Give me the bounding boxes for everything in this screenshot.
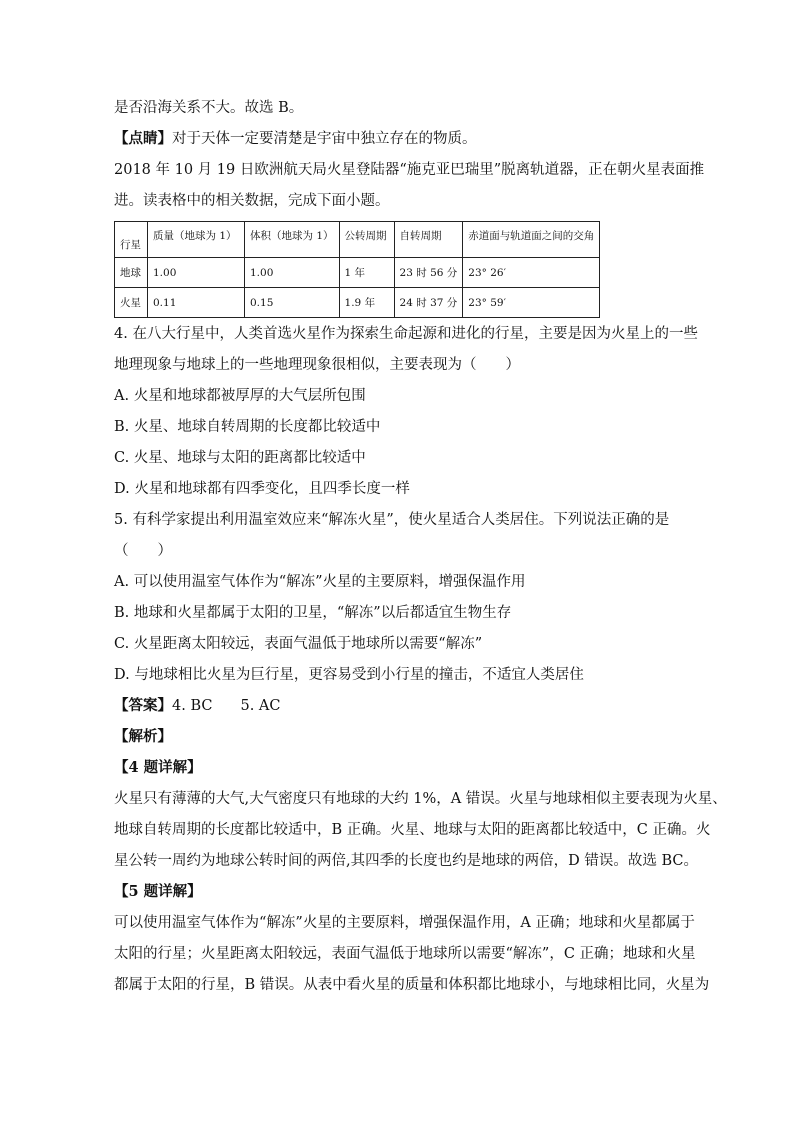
table-cell: 1.00 (148, 258, 245, 288)
table-cell: 0.15 (245, 288, 340, 318)
table-header-cell: 体积（地球为 1） (245, 222, 340, 258)
intro-line: 进。读表格中的相关数据，完成下面小题。 (114, 193, 390, 209)
detail-4-text: 星公转一周约为地球公转时间的两倍,其四季的长度也约是地球的两倍，D 错误。故选 BC。 (114, 853, 698, 869)
text-line: 是否沿海关系不大。故选 B。 (114, 100, 304, 116)
table-cell: 火星 (115, 288, 148, 318)
table-cell: 1.9 年 (339, 288, 394, 318)
intro-line: 2018 年 10 月 19 日欧洲航天局火星登陆器“施克亚巴瑞里”脱离轨道器，正在朝火星表面推 (114, 162, 705, 178)
tip-line (114, 129, 684, 149)
detail-4-text: 地球自转周期的长度都比较适中，B 正确。火星、地球与太阳的距离都比较适中，C 正确。火 (114, 822, 711, 838)
table-cell: 23° 59′ (463, 288, 600, 318)
question-4-stem: 地理现象与地球上的一些地理现象很相似，主要表现为（ ） (114, 357, 520, 373)
detail-5-text: 可以使用温室气体作为“解冻”火星的主要原料，增强保温作用，A 正确；地球和火星都属于 (114, 915, 695, 931)
table-header-cell: 赤道面与轨道面之间的交角 (463, 222, 600, 258)
question-5-stem: 5. 有科学家提出利用温室效应来“解冻火星”，使火星适合人类居住。下列说法正确的是 (114, 512, 670, 528)
question-4-option-c: C. 火星、地球与太阳的距离都比较适中 (114, 450, 366, 466)
table-cell: 1.00 (245, 258, 340, 288)
detail-4-text: 火星只有薄薄的大气,大气密度只有地球的大约 1%，A 错误。火星与地球相似主要表现为火星、 (114, 791, 727, 807)
table-row (115, 288, 600, 318)
question-5-option-c: C. 火星距离太阳较远，表面气温低于地球所以需要“解冻” (114, 636, 483, 652)
question-5-stem: （ ） (114, 543, 172, 559)
table-header-cell: 公转周期 (339, 222, 394, 258)
tip-text: 对于天体一定要清楚是宇宙中独立存在的物质。 (172, 131, 477, 147)
document-page (114, 98, 727, 995)
question-4-stem: 4. 在八大行星中，人类首选火星作为探索生命起源和进化的行星，主要是因为火星上的一些 (114, 326, 698, 342)
table-cell: 23 时 56 分 (394, 258, 463, 288)
detail-5-tag: 【5 题详解】 (114, 883, 202, 900)
table-row (115, 258, 600, 288)
analysis-tag: 【解析】 (114, 728, 172, 745)
question-5-option-a: A. 可以使用温室气体作为“解冻”火星的主要原料，增强保温作用 (114, 574, 526, 590)
question-4-option-b: B. 火星、地球自转周期的长度都比较适中 (114, 419, 381, 435)
answer-5: 5. AC (240, 698, 281, 714)
answer-4: 4. BC (172, 698, 213, 714)
table-cell: 1 年 (339, 258, 394, 288)
table-header-cell: 质量（地球为 1） (148, 222, 245, 258)
answer-tag: 【答案】 (114, 697, 172, 714)
tip-tag: 【点睛】 (114, 130, 172, 147)
table-cell: 24 时 37 分 (394, 288, 463, 318)
answer-line (114, 696, 684, 716)
question-4-option-a: A. 火星和地球都被厚厚的大气层所包围 (114, 388, 366, 404)
detail-4-tag: 【4 题详解】 (114, 759, 202, 776)
question-5-option-b: B. 地球和火星都属于太阳的卫星，“解冻”以后都适宜生物生存 (114, 605, 512, 621)
table-cell: 23° 26′ (463, 258, 600, 288)
detail-5-text: 都属于太阳的行星，B 错误。从表中看火星的质量和体积都比地球小，与地球相比同，火星为 (114, 977, 710, 993)
table-header-cell: 行星 (115, 222, 148, 258)
detail-5-text: 太阳的行星；火星距离太阳较远，表面气温低于地球所以需要“解冻”，C 正确；地球和火星 (114, 946, 696, 962)
table-header-row (115, 222, 600, 258)
table-cell: 0.11 (148, 288, 245, 318)
question-4-option-d: D. 火星和地球都有四季变化，且四季长度一样 (114, 481, 410, 497)
question-5-option-d: D. 与地球相比火星为巨行星，更容易受到小行星的撞击，不适宜人类居住 (114, 667, 584, 683)
table-header-cell: 自转周期 (394, 222, 463, 258)
planet-data-table (114, 221, 600, 318)
table-cell: 地球 (115, 258, 148, 288)
